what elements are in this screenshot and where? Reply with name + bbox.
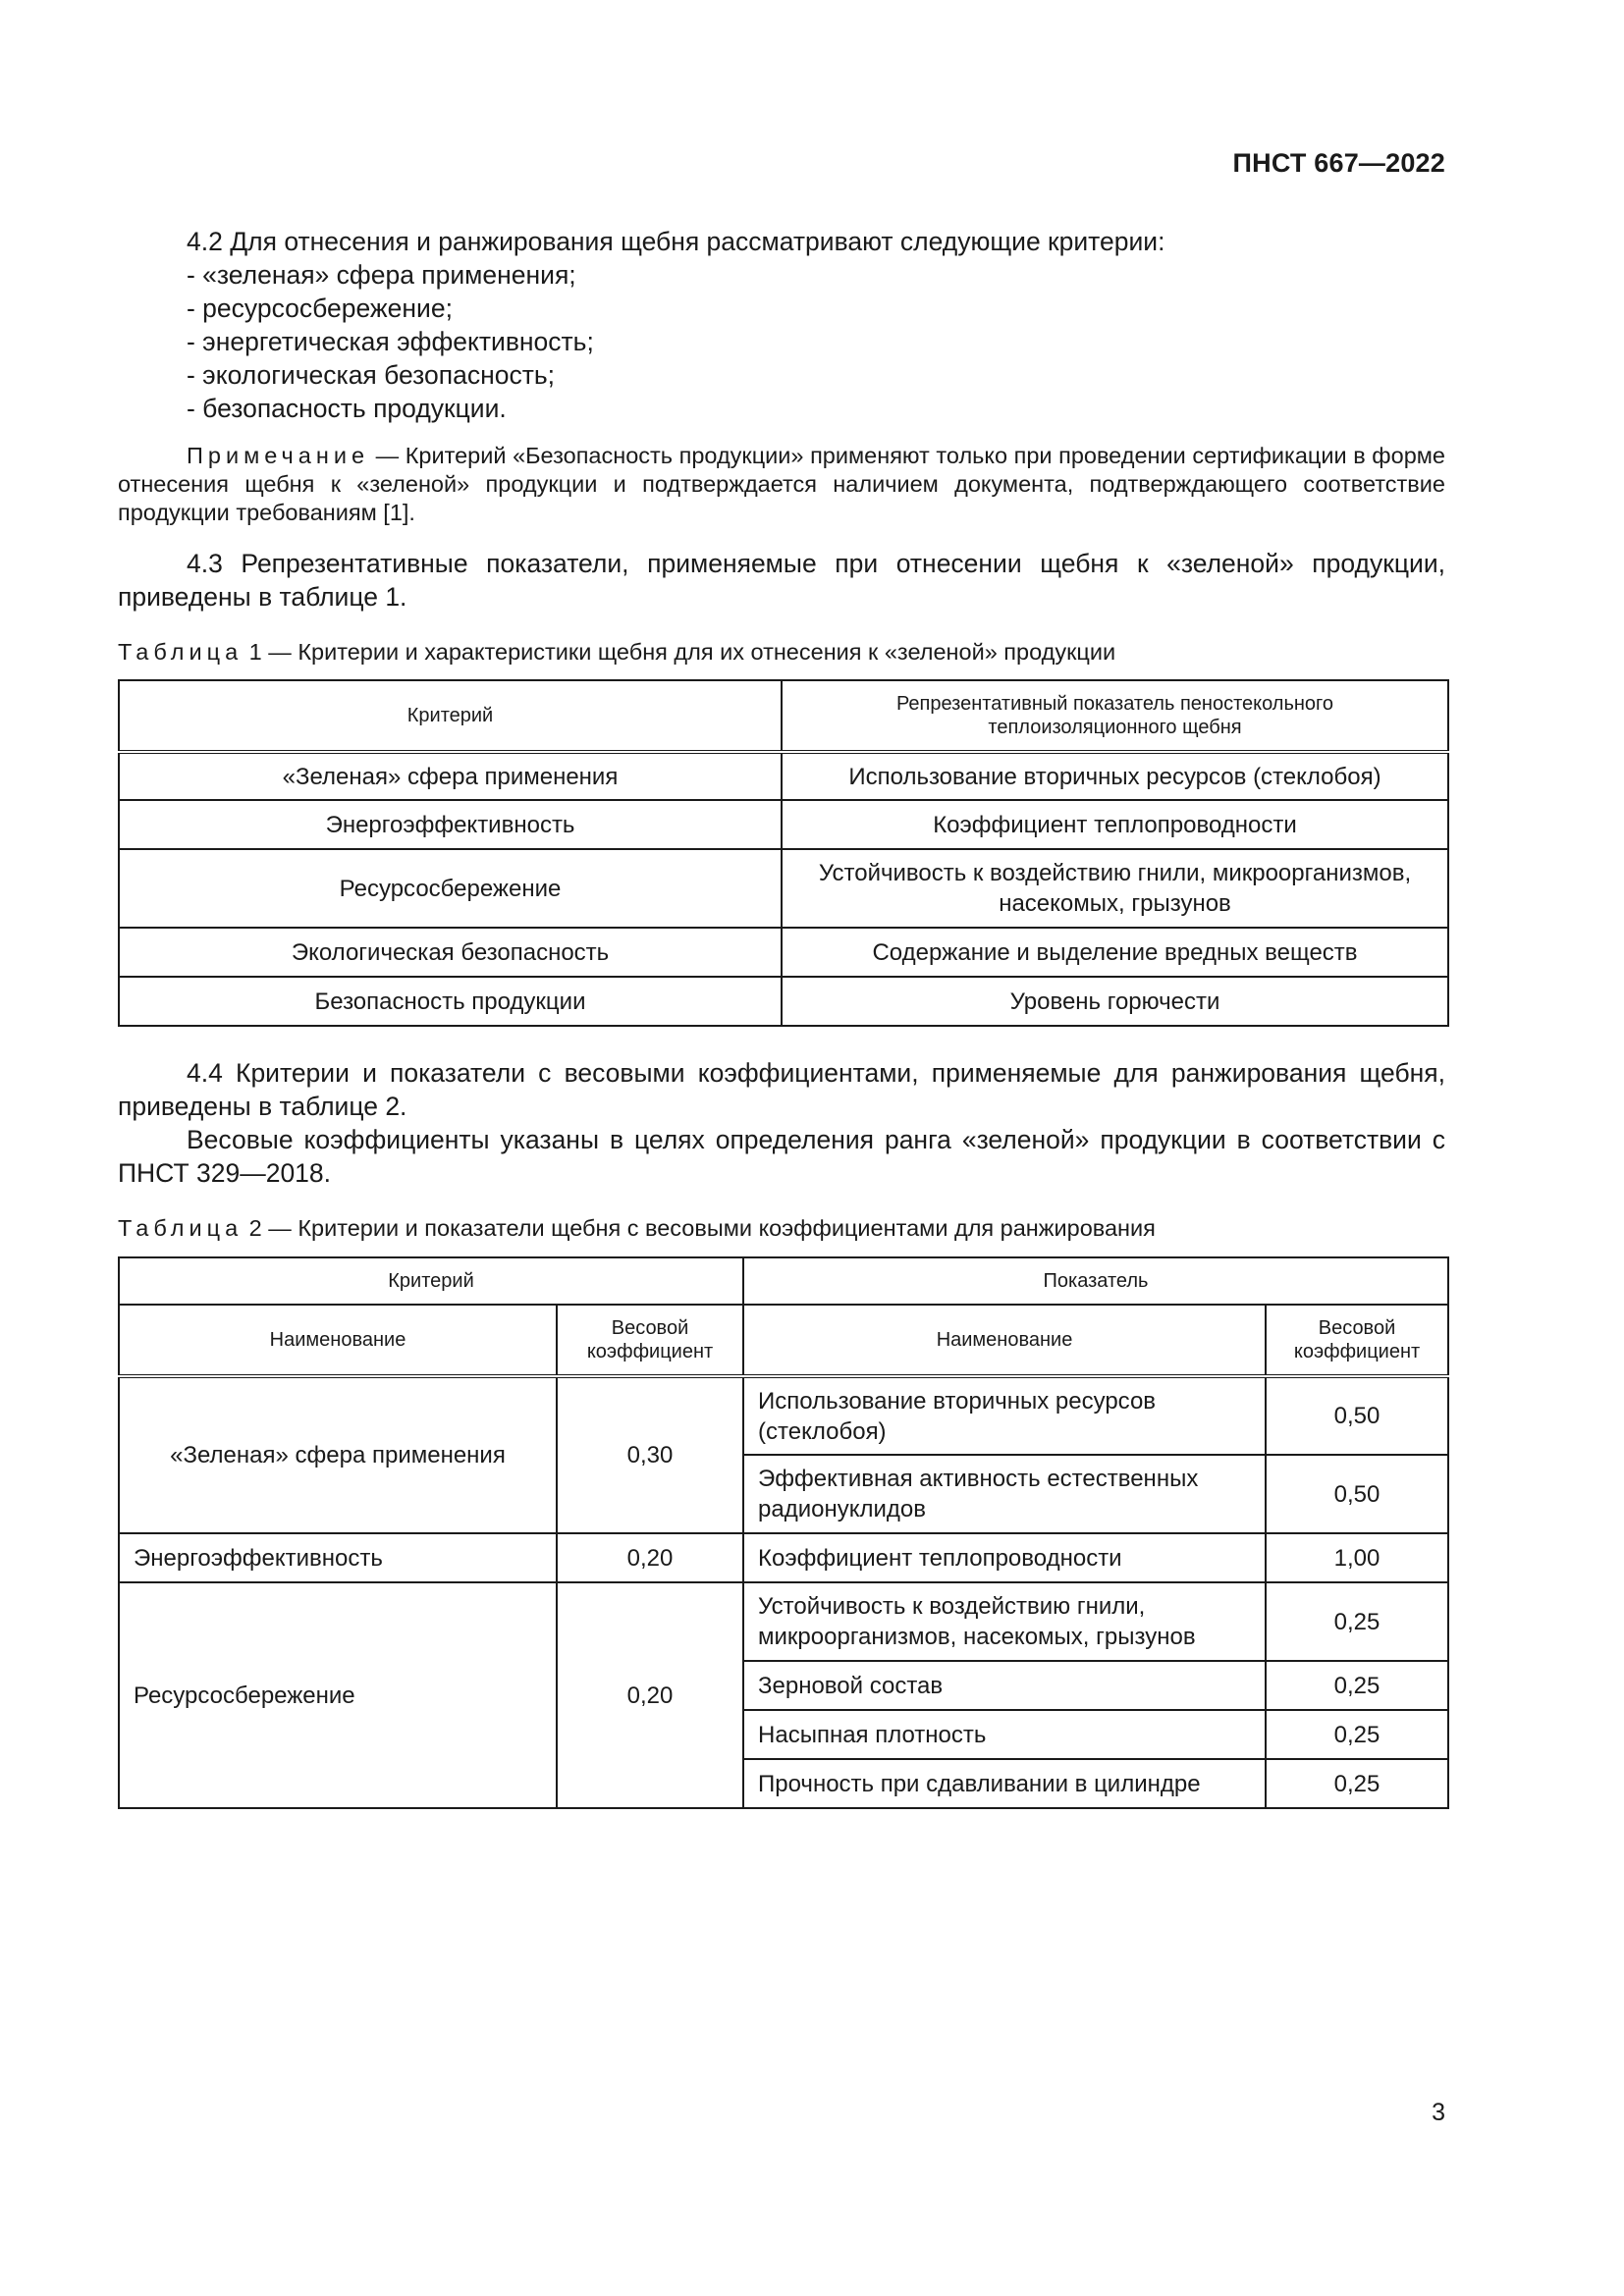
table2-group-header-row bbox=[119, 1257, 1448, 1305]
criteria-list-item: - энергетическая эффективность; bbox=[187, 327, 594, 356]
table-row bbox=[119, 1582, 1448, 1661]
table2-indicator-weight: 0,25 bbox=[1266, 1582, 1448, 1661]
table1-header-row bbox=[119, 680, 1448, 752]
table2-subheader: Весовой коэффициент bbox=[557, 1305, 743, 1376]
note bbox=[118, 442, 1445, 527]
table-row bbox=[119, 849, 1448, 928]
criteria-list-item: - «зеленая» сфера применения; bbox=[187, 260, 576, 290]
note-text: — Критерий «Безопасность продукции» применяют только при проведении сертификации в форме отнесения щебня к «зеленой» продукции и подтверждается наличием документа, подтверждающего соответствие продукции требованиям [1]. bbox=[118, 443, 1445, 525]
criteria-list-item: - безопасность продукции. bbox=[187, 394, 507, 423]
table2-indicator-cell: Прочность при сдавливании в цилиндре bbox=[743, 1759, 1266, 1808]
table1-caption-text: 1 — Критерии и характеристики щебня для их отнесения к «зеленой» продукции bbox=[243, 639, 1116, 665]
table1-cell: Ресурсосбережение bbox=[119, 849, 782, 928]
table2-criterion-weight: 0,30 bbox=[557, 1376, 743, 1533]
table2-criterion-cell: Ресурсосбережение bbox=[119, 1582, 557, 1808]
table1-cell-text: Устойчивость к воздействию гнили, микроорганизмов, насекомых, грызунов bbox=[818, 860, 1412, 917]
table2-indicator-cell: Насыпная плотность bbox=[743, 1710, 1266, 1759]
table2-indicator-cell: Использование вторичных ресурсов (стеклобоя) bbox=[743, 1376, 1266, 1455]
table2-caption-text: 2 — Критерии и показатели щебня с весовыми коэффициентами для ранжирования bbox=[243, 1215, 1156, 1241]
section-4-4 bbox=[118, 1056, 1445, 1190]
table-row bbox=[119, 752, 1448, 800]
table1-cell: «Зеленая» сфера применения bbox=[119, 752, 782, 800]
table2-criterion-weight: 0,20 bbox=[557, 1582, 743, 1808]
table1-caption bbox=[118, 639, 1115, 666]
table2-indicator-weight: 0,25 bbox=[1266, 1661, 1448, 1710]
table1-header-indicator bbox=[782, 680, 1448, 752]
table2-indicator-cell: Устойчивость к воздействию гнили, микроорганизмов, насекомых, грызунов bbox=[743, 1582, 1266, 1661]
criteria-list-item: - ресурсосбережение; bbox=[187, 294, 453, 323]
table1-cell: Энергоэффективность bbox=[119, 800, 782, 849]
table1-cell: Уровень горючести bbox=[782, 977, 1448, 1026]
table2-subheader: Наименование bbox=[119, 1305, 557, 1376]
table2-criterion-weight: 0,20 bbox=[557, 1533, 743, 1582]
table1-caption-label: Таблица bbox=[118, 639, 244, 665]
table2-subheader: Наименование bbox=[743, 1305, 1266, 1376]
section-4-3 bbox=[118, 547, 1445, 614]
table2-indicator-weight: 1,00 bbox=[1266, 1533, 1448, 1582]
table1-header-criterion: Критерий bbox=[119, 680, 782, 752]
table2-indicator-weight: 0,25 bbox=[1266, 1759, 1448, 1808]
table2-criterion-cell: «Зеленая» сфера применения bbox=[119, 1376, 557, 1533]
table2-criterion-cell: Энергоэффективность bbox=[119, 1533, 557, 1582]
table-row bbox=[119, 800, 1448, 849]
section-4-3-text: 4.3 Репрезентативные показатели, применяемые при отнесении щебня к «зеленой» продукции, приведены в таблице 1. bbox=[118, 549, 1445, 612]
criteria-list-item: - экологическая безопасность; bbox=[187, 360, 556, 390]
table1-cell bbox=[782, 849, 1448, 928]
section-4-2 bbox=[118, 225, 1445, 425]
table2-header-criterion: Критерий bbox=[119, 1257, 743, 1305]
table1-header-indicator-text: Репрезентативный показатель пеностекольного теплоизоляционного щебня bbox=[895, 693, 1334, 738]
table2-caption-label: Таблица bbox=[118, 1215, 244, 1241]
table2-indicator-cell: Коэффициент теплопроводности bbox=[743, 1533, 1266, 1582]
table-row bbox=[119, 1376, 1448, 1455]
table2-subheader: Весовой коэффициент bbox=[1266, 1305, 1448, 1376]
table2-caption bbox=[118, 1215, 1156, 1242]
table2-indicator-weight: 0,25 bbox=[1266, 1710, 1448, 1759]
table2 bbox=[118, 1256, 1449, 1809]
table-row bbox=[119, 977, 1448, 1026]
section-4-4-text: 4.4 Критерии и показатели с весовыми коэффициентами, применяемые для ранжирования щебня, приведены в таблице 2. bbox=[118, 1058, 1445, 1121]
table1-cell: Безопасность продукции bbox=[119, 977, 782, 1026]
table1-cell: Содержание и выделение вредных веществ bbox=[782, 928, 1448, 977]
table2-indicator-weight: 0,50 bbox=[1266, 1376, 1448, 1455]
document-code: ПНСТ 667—2022 bbox=[1232, 148, 1445, 178]
table1-cell: Экологическая безопасность bbox=[119, 928, 782, 977]
table2-header-indicator: Показатель bbox=[743, 1257, 1448, 1305]
page-number: 3 bbox=[1432, 2099, 1445, 2126]
table1 bbox=[118, 679, 1449, 1027]
table2-sub-header-row bbox=[119, 1305, 1448, 1376]
section-4-2-intro: 4.2 Для отнесения и ранжирования щебня рассматривают следующие критерии: bbox=[187, 227, 1165, 256]
table1-cell: Использование вторичных ресурсов (стеклобоя) bbox=[782, 752, 1448, 800]
table-row bbox=[119, 928, 1448, 977]
table2-indicator-weight: 0,50 bbox=[1266, 1455, 1448, 1533]
section-4-4-text2: Весовые коэффициенты указаны в целях определения ранга «зеленой» продукции в соответствии с ПНСТ 329—2018. bbox=[118, 1125, 1445, 1188]
table2-indicator-cell: Эффективная активность естественных радионуклидов bbox=[743, 1455, 1266, 1533]
table-row bbox=[119, 1533, 1448, 1582]
table1-cell: Коэффициент теплопроводности bbox=[782, 800, 1448, 849]
table2-indicator-cell: Зерновой состав bbox=[743, 1661, 1266, 1710]
note-label: Примечание bbox=[187, 443, 370, 468]
